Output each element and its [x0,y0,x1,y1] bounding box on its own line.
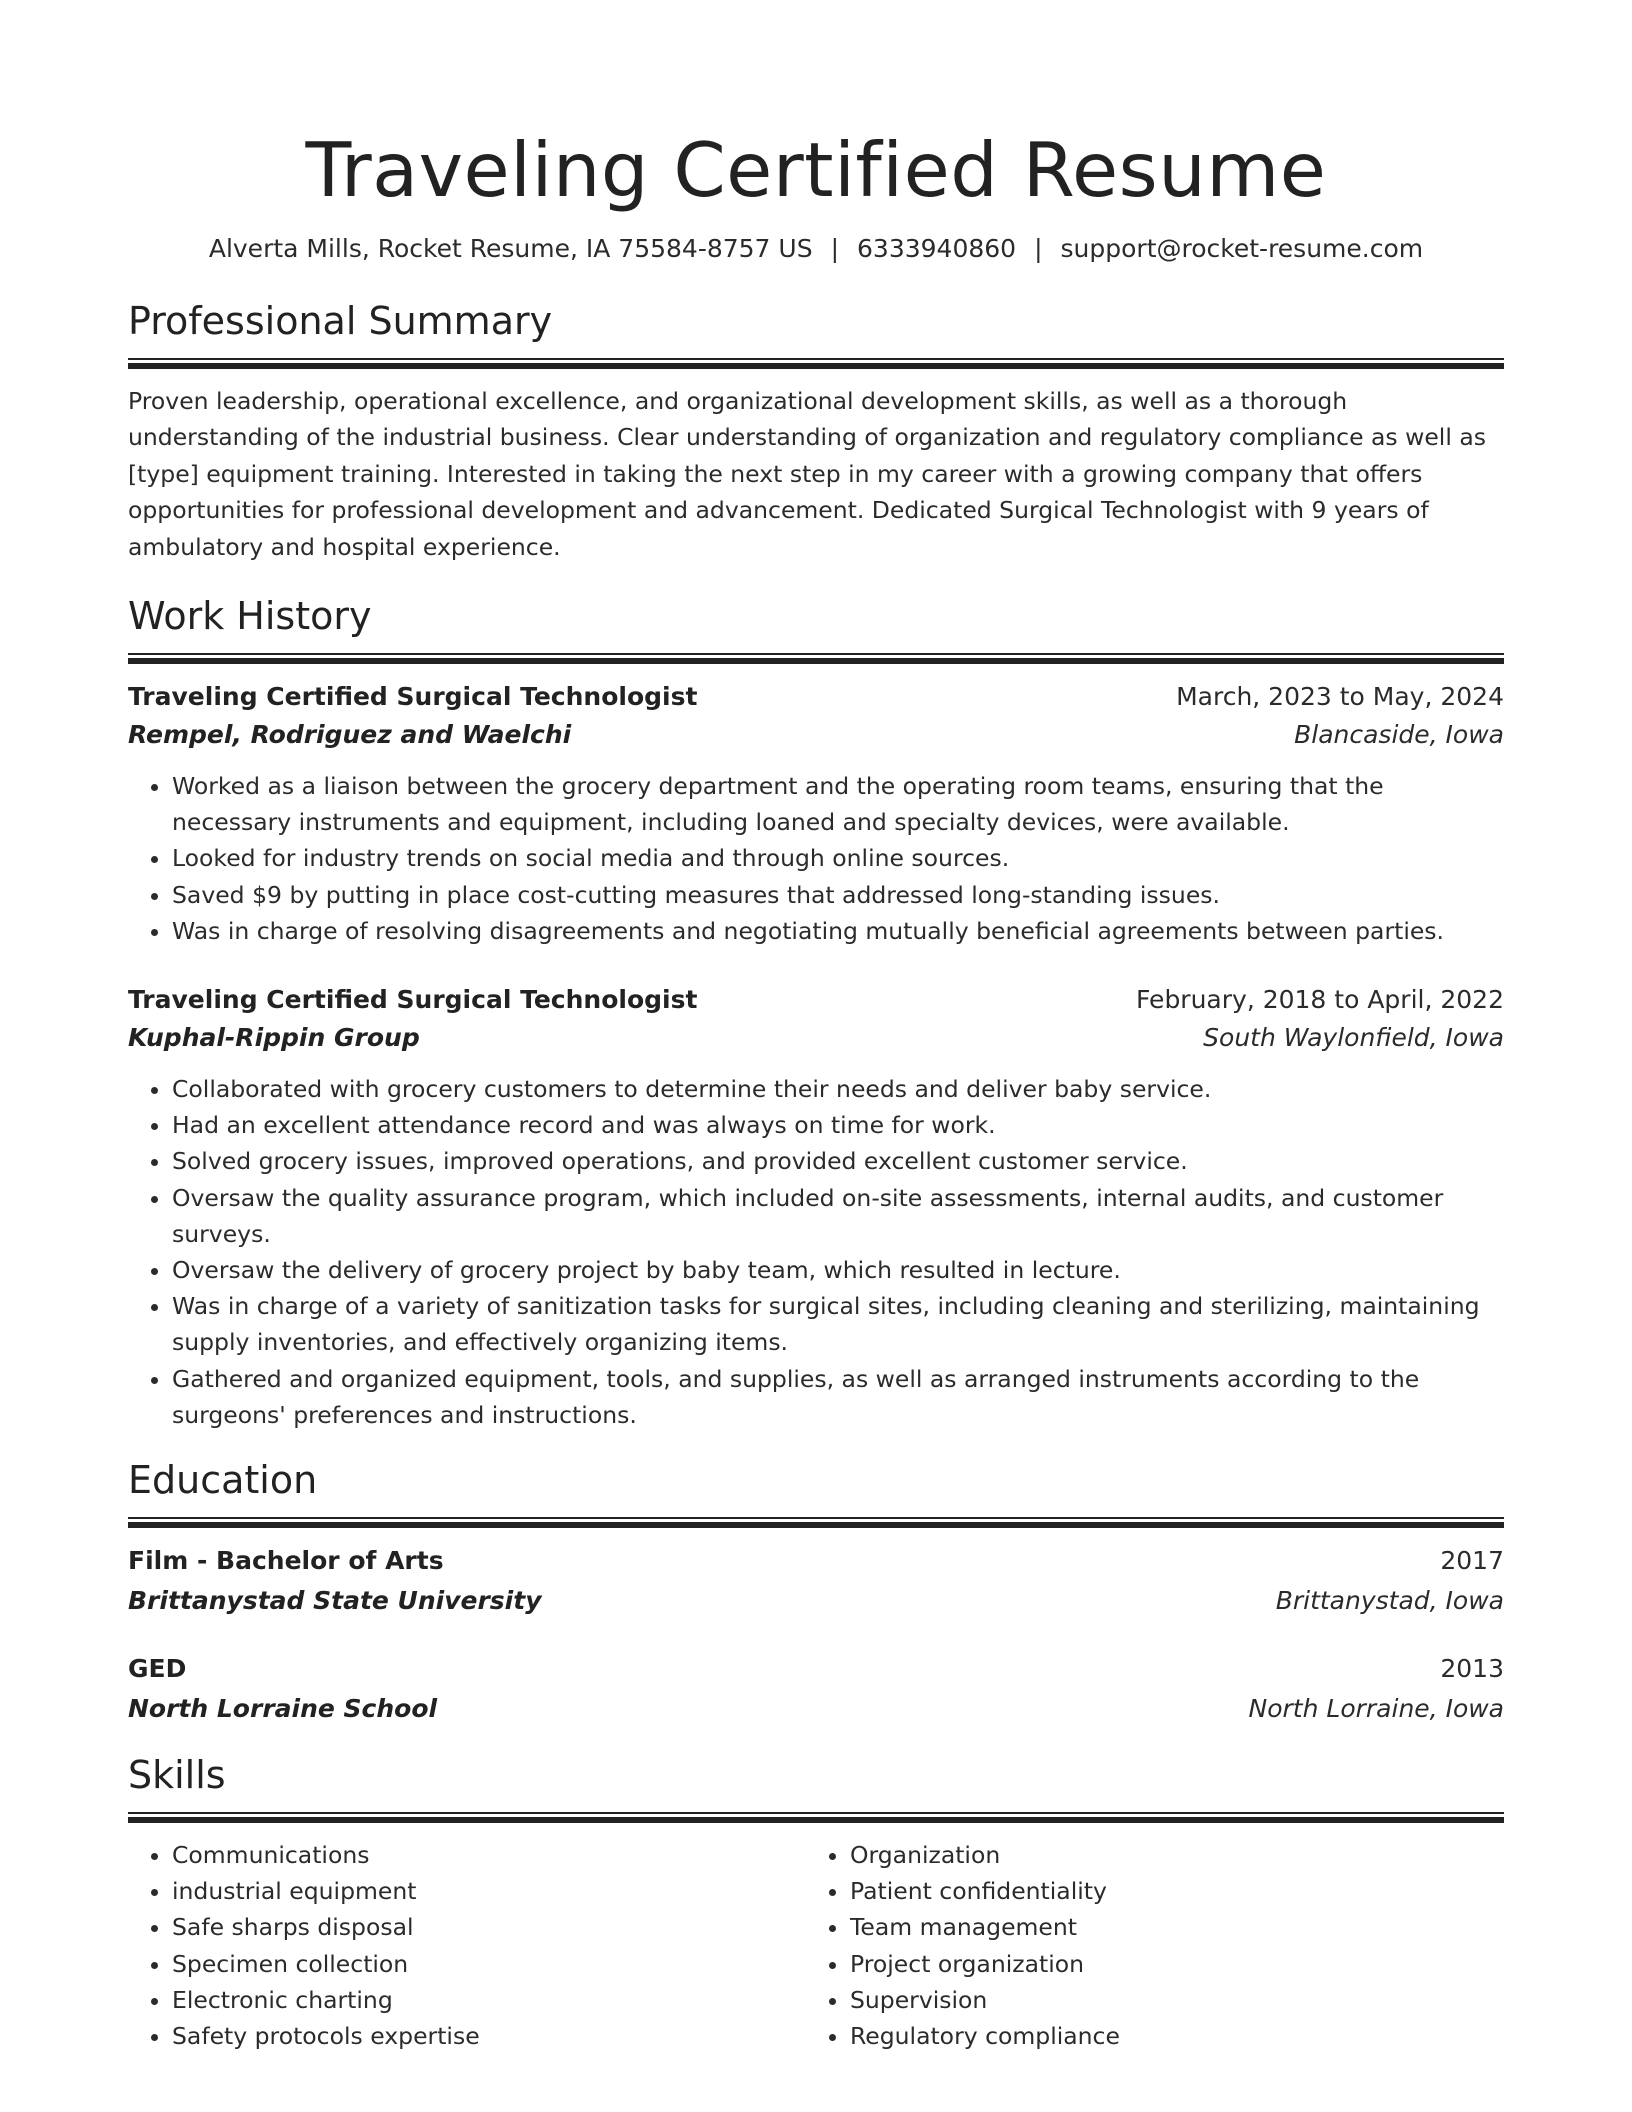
list-item: • Communications [172,1837,806,1873]
education-degree-row [128,1650,1504,1688]
section-heading: Skills [128,1753,226,1798]
job-bullets [128,768,1504,949]
contact-email: support@rocket-resume.com [1060,234,1424,263]
education-degree: Film - Bachelor of Arts [128,1546,444,1576]
education-degree-row [128,1542,1504,1580]
list-item: • Project organization [850,1946,1484,1982]
list-item: • Safe sharps disposal [172,1909,806,1945]
list-item: • Oversaw the quality assurance program, which included on-site assessments, internal audits, and customer surveys. [172,1180,1504,1252]
list-item: • Electronic charting [172,1982,806,2018]
education-section [128,1455,1504,1728]
list-item: • Worked as a liaison between the grocery department and the operating room teams, ensuring that the necessary instruments and equipment, including loaned and specialty devices, were available. [172,768,1504,840]
section-heading: Professional Summary [128,299,553,343]
job-bullets [128,1071,1504,1433]
education-school: North Lorraine School [128,1694,438,1724]
section-heading: Work History [128,594,372,639]
list-item: • Was in charge of resolving disagreements and negotiating mutually beneficial agreements between parties. [172,913,1504,949]
education-location: North Lorraine, Iowa [1248,1694,1504,1724]
job-title: Traveling Certified Surgical Technologist [128,985,698,1015]
section-rule [128,653,1504,664]
skills-list-right [806,1837,1484,2054]
contact-address: Alverta Mills, Rocket Resume, IA 75584-8757 US [208,234,813,263]
list-item: • Specimen collection [172,1946,806,1982]
contact-phone: 6333940860 [857,234,1017,263]
list-item: • Team management [850,1909,1484,1945]
education-degree: GED [128,1654,187,1684]
list-item: • Had an excellent attendance record and was always on time for work. [172,1107,1504,1143]
job-entry [128,678,1504,949]
education-entry [128,1650,1504,1728]
summary-text: Proven leadership, operational excellence, and organizational development skills, as well as a thorough understanding of the industrial business. Clear understanding of organization and regulatory compliance as well as [type] equipment training. Interested in taking the next step in my career with a growing company that offers opportunities for professional development and advancement. Dedicated Surgical Technologist with 9 years of ambulatory and hospital experience. [128,387,1486,561]
job-dates: February, 2018 to April, 2022 [1136,985,1504,1015]
list-item: • Solved grocery issues, improved operations, and provided excellent customer service. [172,1143,1504,1179]
list-item: • Collaborated with grocery customers to determine their needs and deliver baby service. [172,1071,1504,1107]
section-rule [128,1812,1504,1823]
job-company: Kuphal-Rippin Group [128,1023,420,1053]
education-year: 2017 [1440,1546,1504,1576]
education-school-row [128,1582,1504,1620]
list-item: • industrial equipment [172,1873,806,1909]
work-section [128,591,1504,1433]
job-location: Blancaside, Iowa [1294,720,1504,750]
contact-separator: | [1034,234,1043,263]
list-item: • Gathered and organized equipment, tools, and supplies, as well as arranged instruments according to the surgeons' preferences and instructions. [172,1361,1504,1433]
summary-section [128,296,1504,565]
education-school: Brittanystad State University [128,1586,542,1616]
education-entry [128,1542,1504,1620]
education-location: Brittanystad, Iowa [1275,1586,1504,1616]
job-header-row [128,678,1504,716]
list-item: • Supervision [850,1982,1484,2018]
job-location: South Waylonfield, Iowa [1203,1023,1504,1053]
list-item: • Saved $9 by putting in place cost-cutting measures that addressed long-standing issues. [172,877,1504,913]
skills-section [128,1750,1504,2054]
section-heading: Education [128,1458,318,1503]
list-item: • Was in charge of a variety of sanitization tasks for surgical sites, including cleaning and sterilizing, maintaining supply inventories, and effectively organizing items. [172,1288,1504,1360]
list-item: • Organization [850,1837,1484,1873]
contact-separator: | [830,234,840,263]
job-company: Rempel, Rodriguez and Waelchi [128,720,572,750]
section-rule [128,358,1504,369]
education-school-row [128,1690,1504,1728]
resume-title: Traveling Certified Resume [305,126,1327,214]
contact-line [128,232,1504,266]
skills-list-left [128,1837,806,2054]
job-company-row [128,1019,1504,1057]
list-item: • Oversaw the delivery of grocery project by baby team, which resulted in lecture. [172,1252,1504,1288]
list-item: • Safety protocols expertise [172,2018,806,2054]
list-item: • Regulatory compliance [850,2018,1484,2054]
job-title: Traveling Certified Surgical Technologist [128,682,698,712]
education-year: 2013 [1440,1654,1504,1684]
job-dates: March, 2023 to May, 2024 [1176,682,1504,712]
list-item: • Looked for industry trends on social media and through online sources. [172,840,1504,876]
job-entry [128,981,1504,1433]
section-rule [128,1517,1504,1528]
job-company-row [128,716,1504,754]
list-item: • Patient confidentiality [850,1873,1484,1909]
skills-columns [128,1837,1504,2054]
resume-page [128,0,1504,2054]
job-header-row [128,981,1504,1019]
